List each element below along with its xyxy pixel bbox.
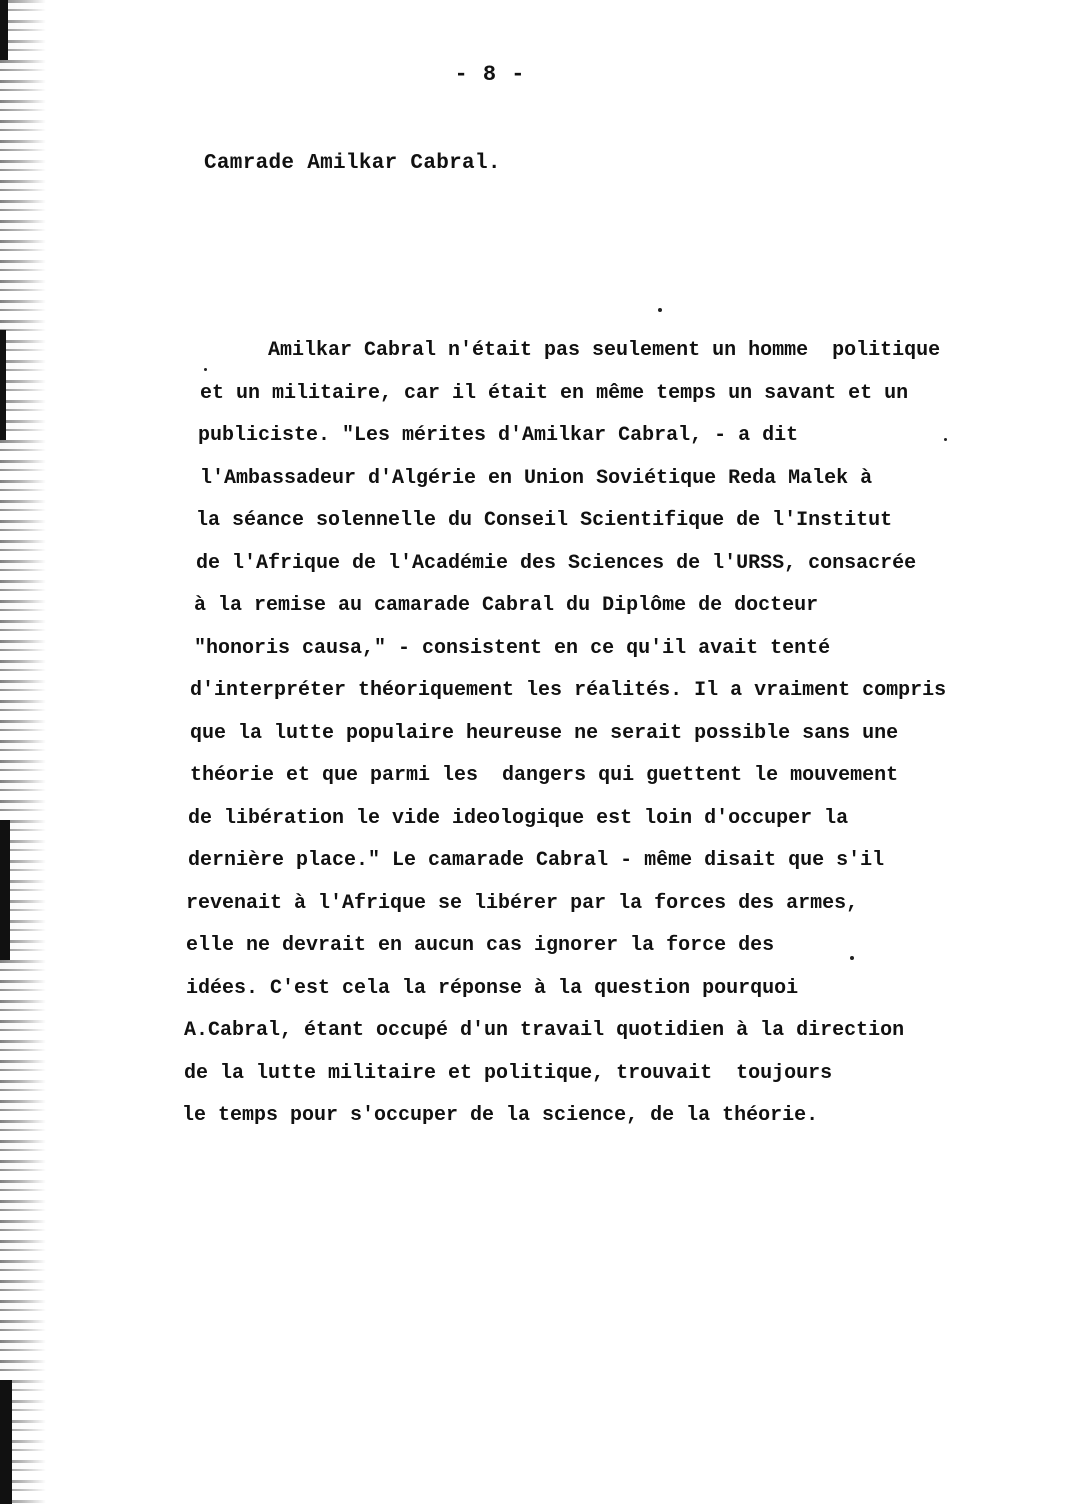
scan-edge-bar — [0, 820, 10, 960]
text-line: de la lutte militaire et politique, trouvait toujours — [184, 1061, 833, 1085]
page-number: - 8 - — [454, 62, 526, 87]
text-line: théorie et que parmi les dangers qui guettent le mouvement — [190, 764, 899, 787]
text-line: A.Cabral, étant occupé d'un travail quotidien à la direction — [184, 1019, 905, 1042]
text-line: "honoris causa," - consistent en ce qu'il avait tenté — [194, 636, 831, 660]
scan-edge-bar — [0, 1380, 12, 1504]
body-paragraph — [180, 330, 1030, 1138]
scan-edge-bar — [0, 0, 8, 60]
text-line: d'interpréter théoriquement les réalités. Il a vraiment compris — [190, 679, 947, 702]
text-line: et un militaire, car il était en même temps un savant et un — [200, 381, 909, 405]
text-line: revenait à l'Afrique se libérer par la forces des armes, — [186, 891, 859, 915]
text-line: le temps pour s'occuper de la science, de la théorie. — [182, 1104, 819, 1127]
text-line: la séance solennelle du Conseil Scientifique de l'Institut — [196, 509, 893, 532]
page-title: Camrade Amilkar Cabral. — [204, 152, 501, 175]
text-line: de l'Afrique de l'Académie des Sciences de l'URSS, consacrée — [196, 551, 917, 575]
text-line: elle ne devrait en aucun cas ignorer la force des — [186, 934, 775, 957]
text-line: Amilkar Cabral n'était pas seulement un homme politique — [268, 339, 941, 362]
text-line: dernière place." Le camarade Cabral - même disait que s'il — [188, 849, 885, 872]
text-line: idées. C'est cela la réponse à la question pourquoi — [186, 976, 799, 1000]
text-line: de libération le vide ideologique est loin d'occuper la — [188, 806, 849, 830]
scan-speck — [658, 308, 662, 312]
scan-edge-noise — [0, 0, 46, 1504]
scan-edge-bar — [0, 330, 6, 440]
text-line: que la lutte populaire heureuse ne serait possible sans une — [190, 721, 899, 745]
text-line: l'Ambassadeur d'Algérie en Union Soviétique Reda Malek à — [200, 466, 873, 490]
text-line: à la remise au camarade Cabral du Diplôme de docteur — [194, 594, 819, 617]
text-line: publiciste. "Les mérites d'Amilkar Cabral, - a dit — [198, 424, 799, 447]
